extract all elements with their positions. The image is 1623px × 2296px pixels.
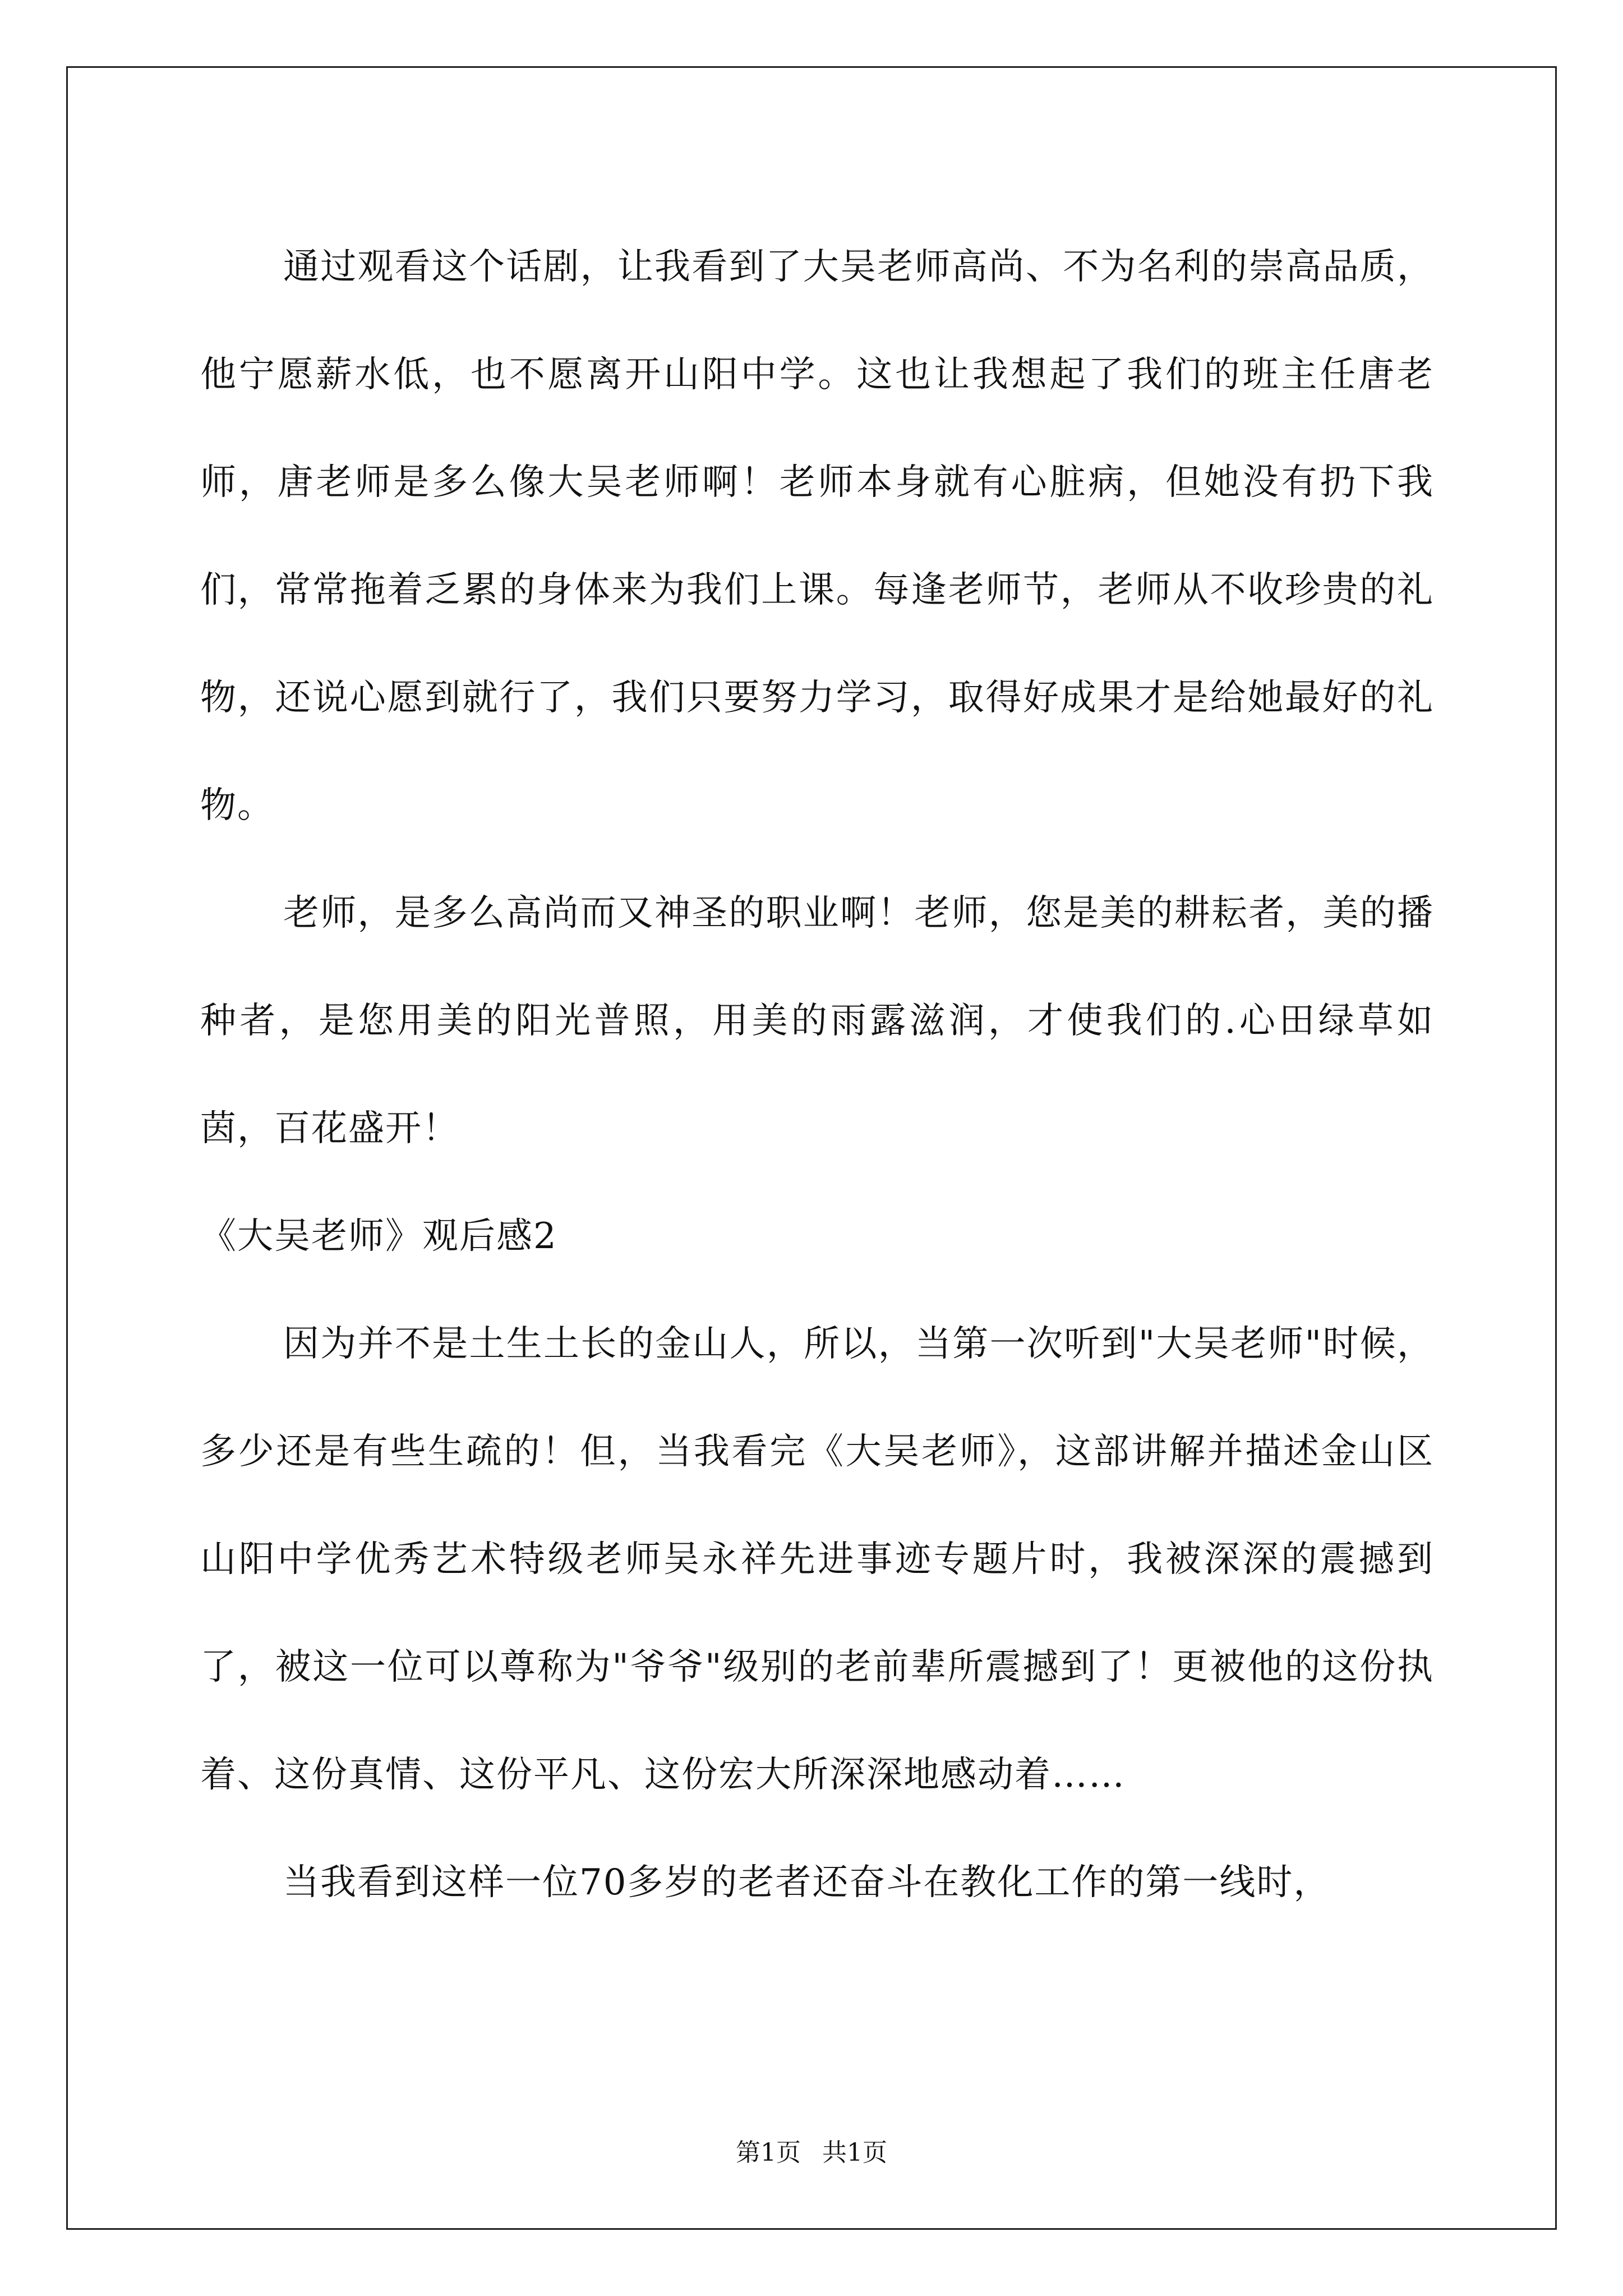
page-number: 第1页 xyxy=(736,2138,801,2167)
page-footer xyxy=(0,2136,1623,2170)
paragraph-2: 老师，是多么高尚而又神圣的职业啊！老师，您是美的耕耘者，美的播种者，是您用美的阳光普照，用美的雨露滋润，才使我们的.心田绿草如茵，百花盛开！ xyxy=(200,892,1434,1149)
paragraph-4: 当我看到这样一位70多岁的老者还奋斗在教化工作的第一线时， xyxy=(283,1862,1331,1903)
section-title: 《大吴老师》观后感2 xyxy=(200,1216,557,1257)
page-total: 共1页 xyxy=(822,2138,887,2167)
paragraph-1: 通过观看这个话剧，让我看到了大吴老师高尚、不为名利的崇高品质，他宁愿薪水低，也不愿离开山阳中学。这也让我想起了我们的班主任唐老师，唐老师是多么像大吴老师啊！老师本身就有心脏病，但她没有扔下我们，常常拖着乏累的身体来为我们上课。每逢老师节，老师从不收珍贵的礼物，还说心愿到就行了，我们只要努力学习，取得好成果才是给她最好的礼物。 xyxy=(200,246,1434,826)
paragraph-3: 因为并不是土生土长的金山人，所以，当第一次听到"大吴老师"时候，多少还是有些生疏的！但，当我看完《大吴老师》，这部讲解并描述金山区山阳中学优秀艺术特级老师吴永祥先进事迹专题片时，我被深深的震撼到了，被这一位可以尊称为"爷爷"级别的老前辈所震撼到了！更被他的这份执着、这份真情、这份平凡、这份宏大所深深地感动着…… xyxy=(200,1323,1434,1796)
document-body xyxy=(200,213,1434,1936)
